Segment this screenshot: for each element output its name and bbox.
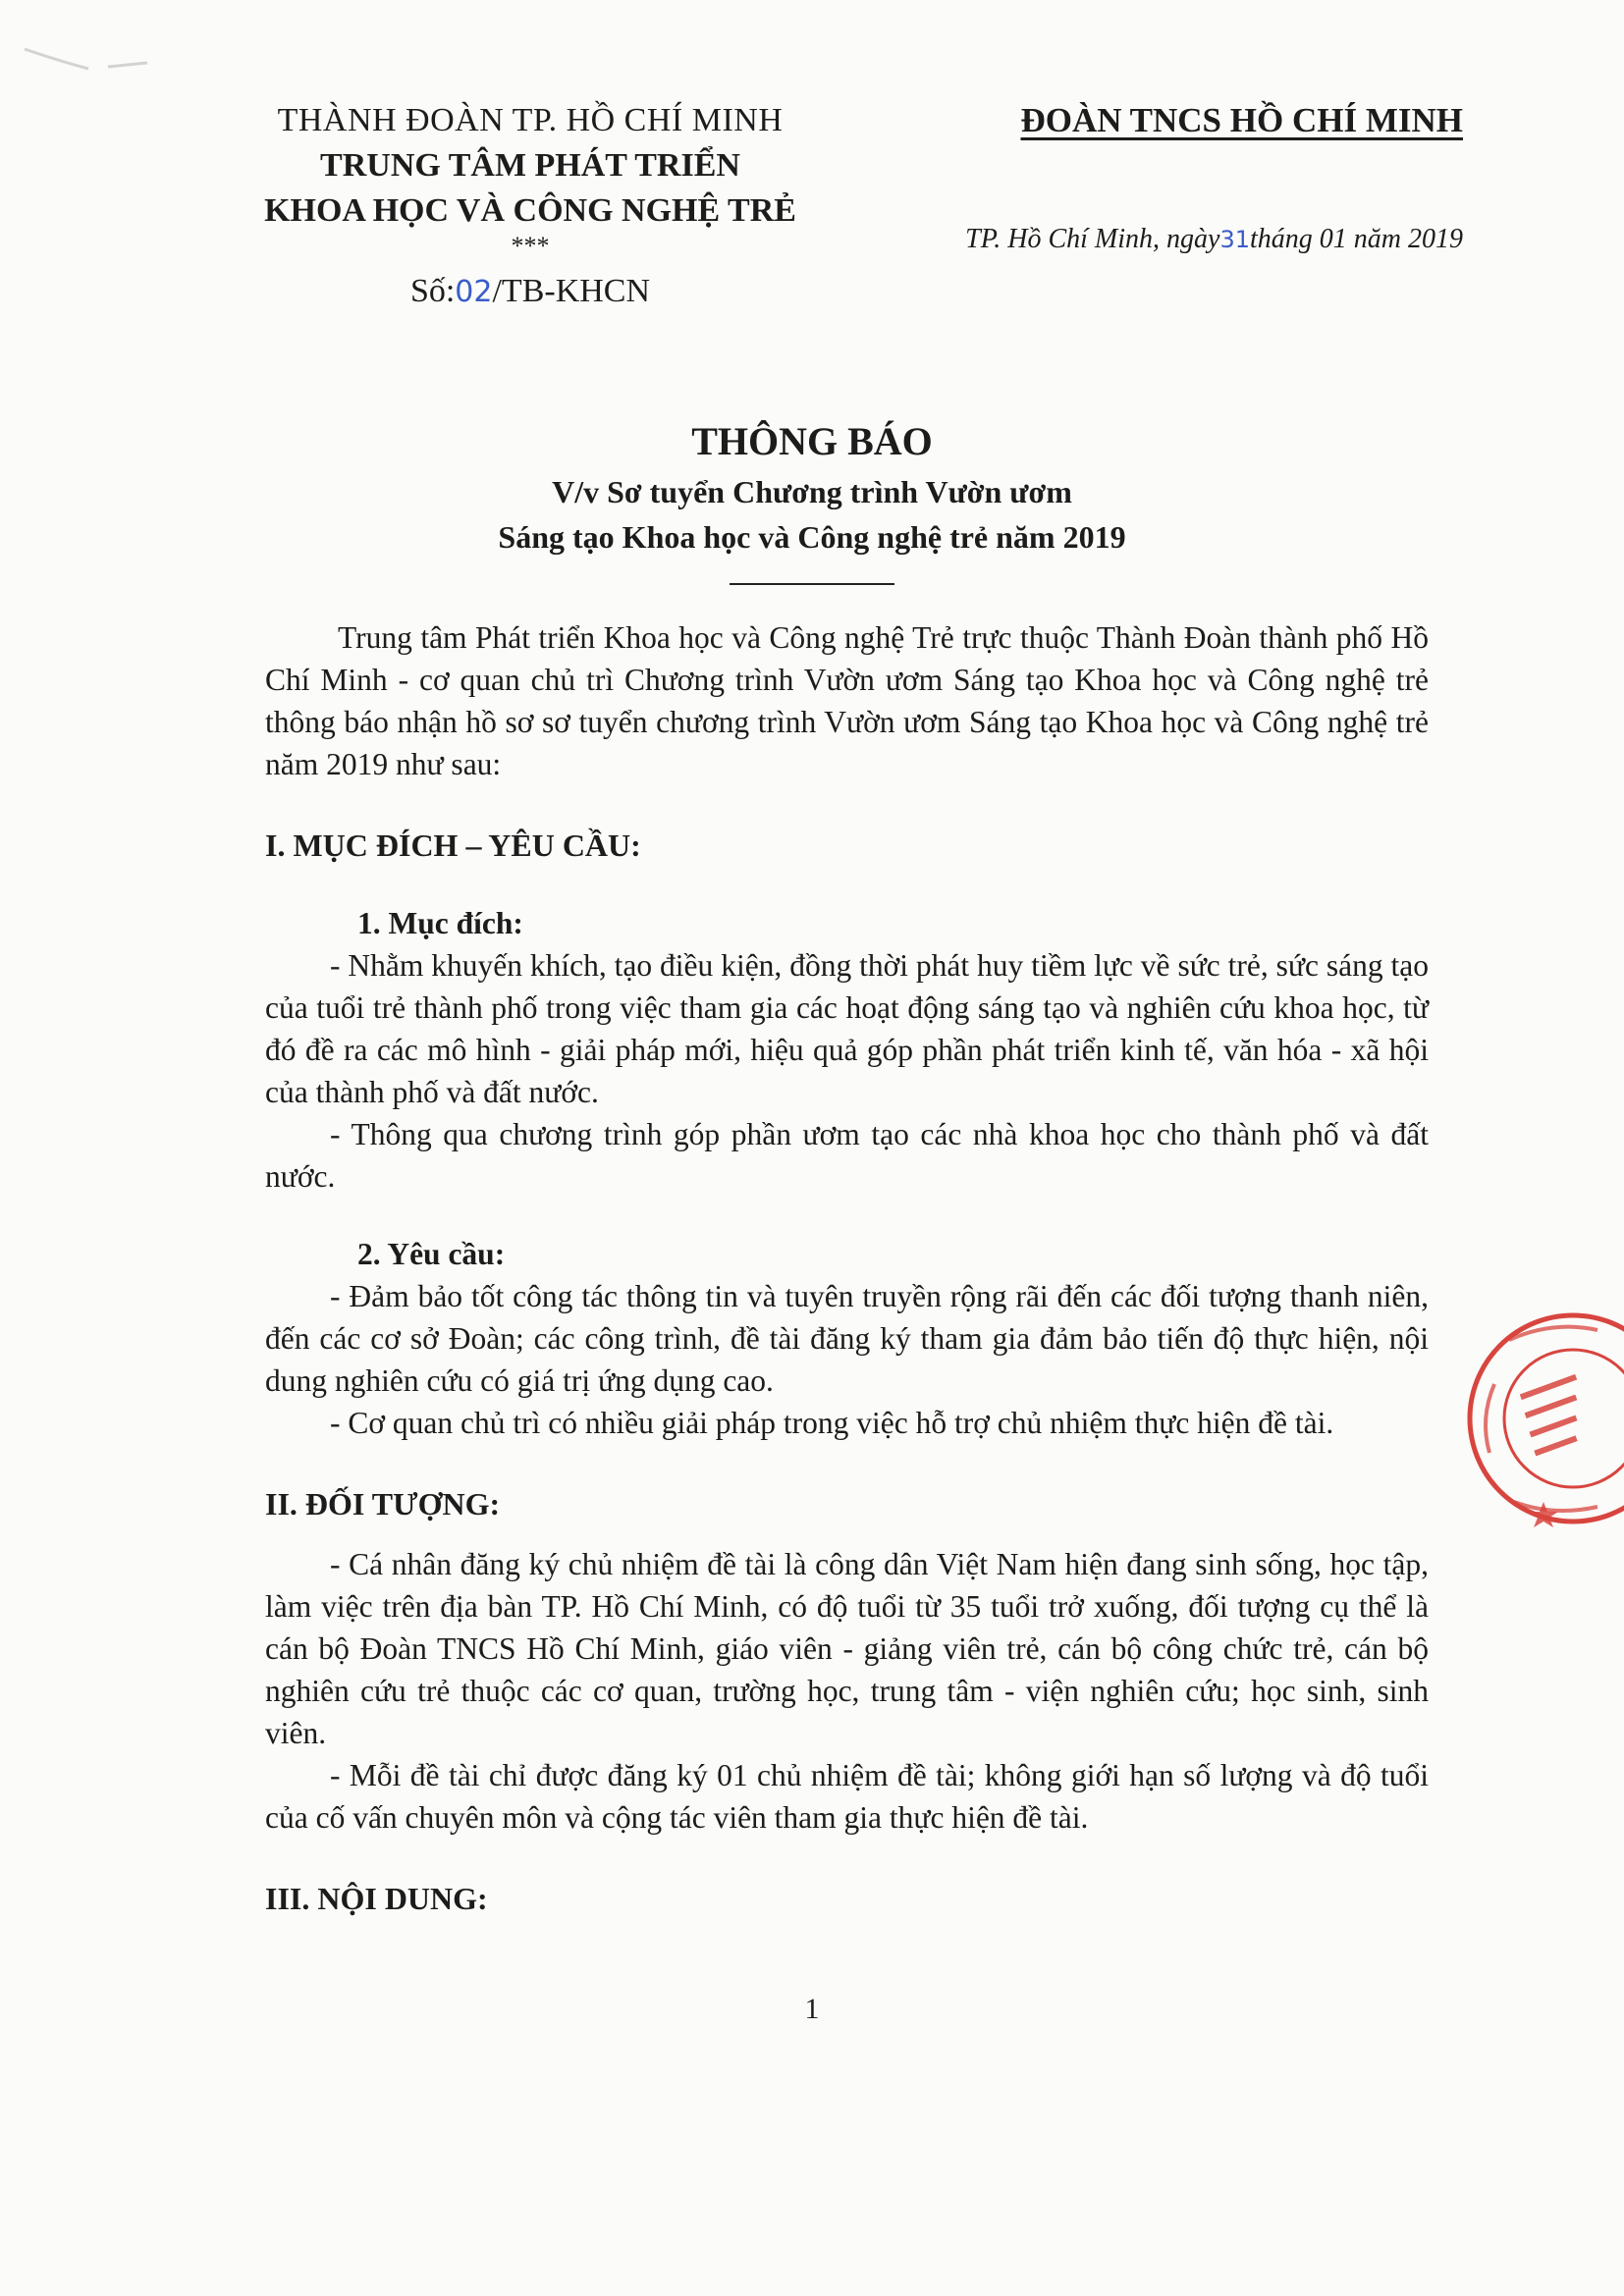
date-suffix: tháng 01 năm 2019 (1250, 224, 1463, 254)
issuing-org-block (226, 98, 835, 315)
org-line-3: KHOA HỌC VÀ CÔNG NGHỆ TRẺ (264, 192, 796, 229)
section-2-item: - Cá nhân đăng ký chủ nhiệm đề tài là công dân Việt Nam hiện đang sinh sống, học tập, làm việc trên địa bàn TP. Hồ Chí Minh, có độ tuổi từ 35 tuổi trở xuống, đối tượng cụ thể là cán bộ Đoàn TNCS Hồ Chí Minh, giáo viên - giảng viên trẻ, cán bộ công chức trẻ, cán bộ nghiên cứu trẻ thuộc các cơ quan, trường học, trung tâm - viện nghiên cứu; học sinh, sinh viên. (265, 1547, 1429, 1750)
org-stars: *** (511, 232, 550, 260)
document-title-block (295, 414, 1329, 585)
scan-fold-mark (20, 39, 167, 108)
document-number-prefix: Số: (409, 273, 456, 309)
section-1-2-item: - Cơ quan chủ trì có nhiều giải pháp trong việc hỗ trợ chủ nhiệm thực hiện đề tài. (330, 1406, 1334, 1440)
org-line-2: TRUNG TÂM PHÁT TRIỂN (320, 147, 740, 184)
section-1-2-heading: 2. Yêu cầu: (357, 1237, 506, 1271)
org-line-1: THÀNH ĐOÀN TP. HỒ CHÍ MINH (277, 102, 784, 138)
date-prefix: TP. Hồ Chí Minh, ngày (965, 224, 1220, 254)
document-number-handwritten: 02 (455, 275, 493, 309)
document-number-suffix: /TB-KHCN (492, 273, 651, 309)
party-motto: ĐOÀN TNCS HỒ CHÍ MINH (1020, 101, 1463, 139)
document-subject-line-2: Sáng tạo Khoa học và Công nghệ trẻ năm 2019 (498, 519, 1126, 555)
motto-block (903, 98, 1463, 255)
document-subject-line-1: V/v Sơ tuyển Chương trình Vườn ươm (552, 474, 1072, 509)
date-day-handwritten: 31 (1219, 226, 1250, 253)
section-2-item: - Mỗi đề tài chỉ được đăng ký 01 chủ nhiệm đề tài; không giới hạn số lượng và độ tuổi của cố vấn chuyên môn và cộng tác viên tham gia thực hiện đề tài. (265, 1758, 1429, 1835)
section-3-heading: III. NỘI DUNG: (265, 1881, 488, 1916)
page-number: 1 (804, 1993, 820, 2025)
official-seal-stamp (1435, 1306, 1624, 1531)
document-number (226, 269, 835, 315)
section-2-heading: II. ĐỐI TƯỢNG: (265, 1486, 501, 1522)
issue-date (903, 224, 1463, 255)
title-divider (730, 583, 894, 585)
section-1-2-item: - Đảm bảo tốt công tác thông tin và tuyên truyền rộng rãi đến các đối tượng thanh niên, đến các cơ sở Đoàn; các công trình, đề tài đăng ký tham gia đảm bảo tiến độ thực hiện, nội dung nghiên cứu có giá trị ứng dụng cao. (265, 1279, 1429, 1398)
section-1-heading: I. MỤC ĐÍCH – YÊU CẦU: (265, 828, 641, 863)
section-1-1-item: - Nhằm khuyến khích, tạo điều kiện, đồng thời phát huy tiềm lực về sức trẻ, sức sáng tạo của tuổi trẻ thành phố trong việc tham gia các hoạt động sáng tạo và nghiên cứu khoa học, từ đó đề ra các mô hình - giải pháp mới, hiệu quả góp phần phát triển kinh tế, văn hóa - xã hội của thành phố và đất nước. (265, 948, 1429, 1109)
intro-paragraph: Trung tâm Phát triển Khoa học và Công nghệ Trẻ trực thuộc Thành Đoàn thành phố Hồ Chí Minh - cơ quan chủ trì Chương trình Vườn ươm Sáng tạo Khoa học và Công nghệ trẻ thông báo nhận hồ sơ sơ tuyển chương trình Vườn ươm Sáng tạo Khoa học và Công nghệ trẻ năm 2019 như sau: (265, 620, 1429, 781)
document-body (265, 616, 1429, 1920)
document-title: THÔNG BÁO (691, 419, 933, 463)
section-1-1-item: - Thông qua chương trình góp phần ươm tạo các nhà khoa học cho thành phố và đất nước. (265, 1117, 1429, 1194)
section-1-1-heading: 1. Mục đích: (357, 906, 523, 940)
